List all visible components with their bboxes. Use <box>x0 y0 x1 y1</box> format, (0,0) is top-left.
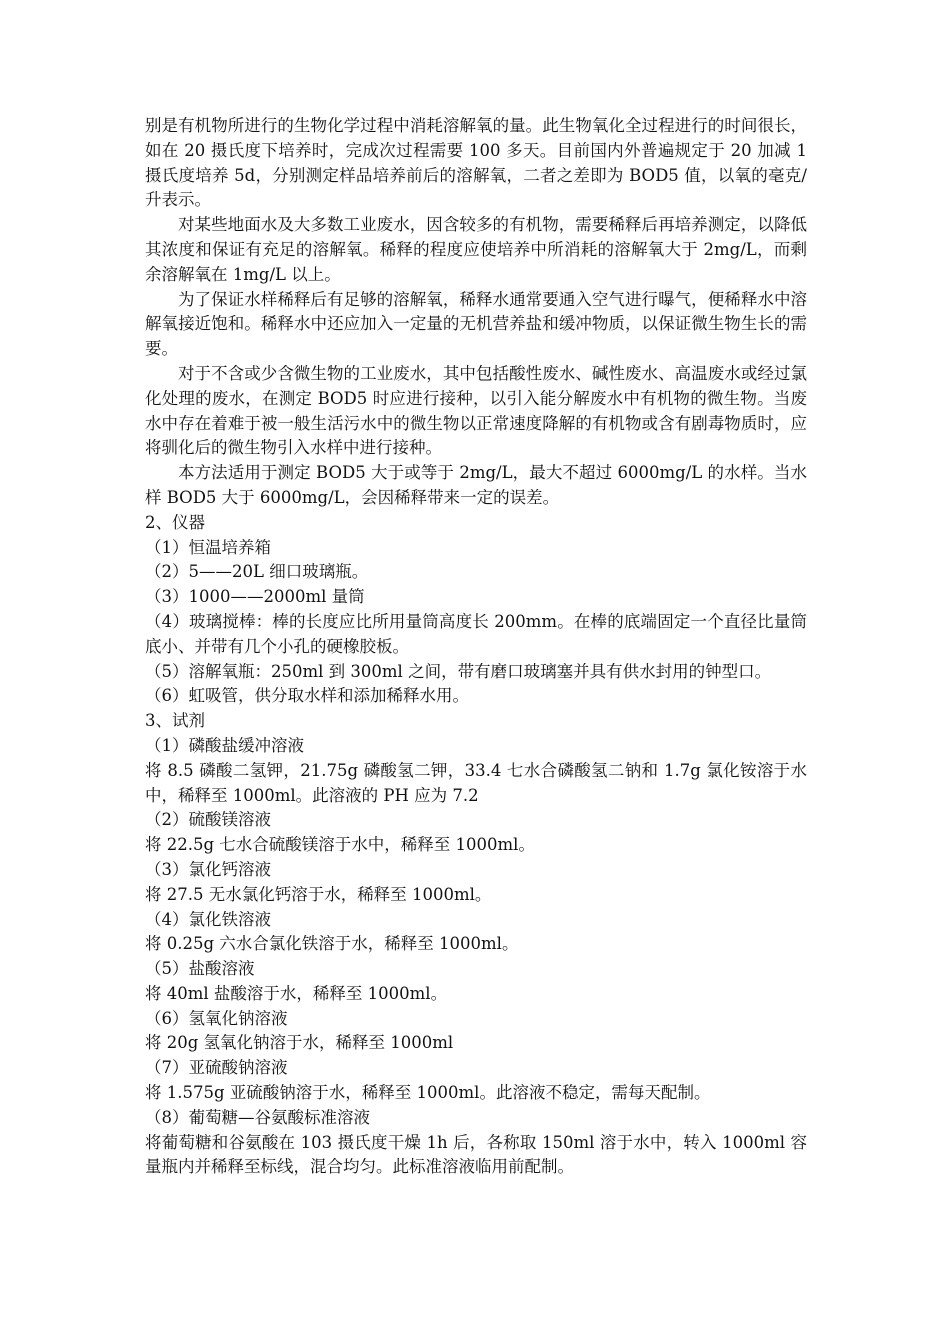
reagent-description: 将 27.5 无水氯化钙溶于水，稀释至 1000ml。 <box>145 884 492 904</box>
paragraph-inoculation: 对于不含或少含微生物的工业废水，其中包括酸性废水、碱性废水、高温废水或经过氯化处理的废水，在测定 BOD5 时应进行接种，以引入能分解废水中有机物的微生物。当废水中存在着难于被一般生活污水中的微生物以正常速度降解的有机物或含有剧毒物质时，应将驯化后的微生物引入水样中进行接种。 <box>145 363 807 458</box>
reagent-description: 将 1.575g 亚硫酸钠溶于水，稀释至 1000ml。此溶液不稳定，需每天配制。 <box>145 1083 711 1103</box>
list-item-instrument: （4）玻璃搅棒：棒的长度应比所用量筒高度长 200mm。在棒的底端固定一个直径比量筒底小、并带有几个小孔的硬橡胶板。 <box>145 611 807 656</box>
list-item-instrument: （3）1000——2000ml 量筒 <box>145 587 365 607</box>
reagent-title: （4）氯化铁溶液 <box>145 909 271 929</box>
reagent-title: （1）磷酸盐缓冲溶液 <box>145 735 304 755</box>
reagent-description: 将葡萄糖和谷氨酸在 103 摄氏度干燥 1h 后，各称取 150ml 溶于水中，转入 1000ml 容量瓶内并稀释至标线，混合均匀。此标准溶液临用前配制。 <box>145 1132 807 1177</box>
reagent-description: 将 0.25g 六水合氯化铁溶于水，稀释至 1000ml。 <box>145 934 519 954</box>
paragraph-bod-intro: 别是有机物所进行的生物化学过程中消耗溶解氧的量。此生物氧化全过程进行的时间很长，如在 20 摄氏度下培养时，完成次过程需要 100 多天。目前国内外普遍规定于 20 加减 1 摄氏度培养 5d，分别测定样品培养前后的溶解氧，二者之差即为 BOD5 值，以氧的毫克/升表示。 <box>145 116 813 210</box>
document-body <box>145 114 813 1180</box>
reagent-title: （5）盐酸溶液 <box>145 959 255 979</box>
reagent-title: （7）亚硫酸钠溶液 <box>145 1058 288 1078</box>
reagent-description: 将 40ml 盐酸溶于水，稀释至 1000ml。 <box>145 983 448 1003</box>
reagent-description: 将 22.5g 七水合硫酸镁溶于水中，稀释至 1000ml。 <box>145 835 535 855</box>
list-item-instrument: （1）恒温培养箱 <box>145 537 271 557</box>
section-heading-instruments: 2、仪器 <box>145 512 205 532</box>
paragraph-dilution: 对某些地面水及大多数工业废水，因含较多的有机物，需要稀释后再培养测定，以降低其浓度和保证有充足的溶解氧。稀释的程度应使培养中所消耗的溶解氧大于 2mg/L，而剩余溶解氧在 1mg/L 以上。 <box>145 215 807 284</box>
paragraph-applicability: 本方法适用于测定 BOD5 大于或等于 2mg/L，最大不超过 6000mg/L 的水样。当水样 BOD5 大于 6000mg/L，会因稀释带来一定的误差。 <box>145 463 807 507</box>
reagent-title: （6）氢氧化钠溶液 <box>145 1008 288 1028</box>
list-item-instrument: （5）溶解氧瓶：250ml 到 300ml 之间，带有磨口玻璃塞并具有供水封用的钟型口。 <box>145 661 772 681</box>
reagent-title: （3）氯化钙溶液 <box>145 859 271 879</box>
reagent-description: 将 20g 氢氧化钠溶于水，稀释至 1000ml <box>145 1033 454 1053</box>
reagent-title: （8）葡萄糖—谷氨酸标准溶液 <box>145 1107 370 1127</box>
list-item-instrument: （2）5——20L 细口玻璃瓶。 <box>145 562 369 582</box>
section-heading-reagents: 3、试剂 <box>145 711 205 731</box>
list-item-instrument: （6）虹吸管，供分取水样和添加稀释水用。 <box>145 686 469 706</box>
paragraph-aeration: 为了保证水样稀释后有足够的溶解氧，稀释水通常要通入空气进行曝气，便稀释水中溶解氧接近饱和。稀释水中还应加入一定量的无机营养盐和缓冲物质，以保证微生物生长的需要。 <box>145 289 807 359</box>
reagent-title: （2）硫酸镁溶液 <box>145 810 271 830</box>
reagent-description: 将 8.5 磷酸二氢钾，21.75g 磷酸氢二钾，33.4 七水合磷酸氢二钠和 1.7g 氯化铵溶于水中，稀释至 1000ml。此溶液的 PH 应为 7.2 <box>145 760 807 805</box>
